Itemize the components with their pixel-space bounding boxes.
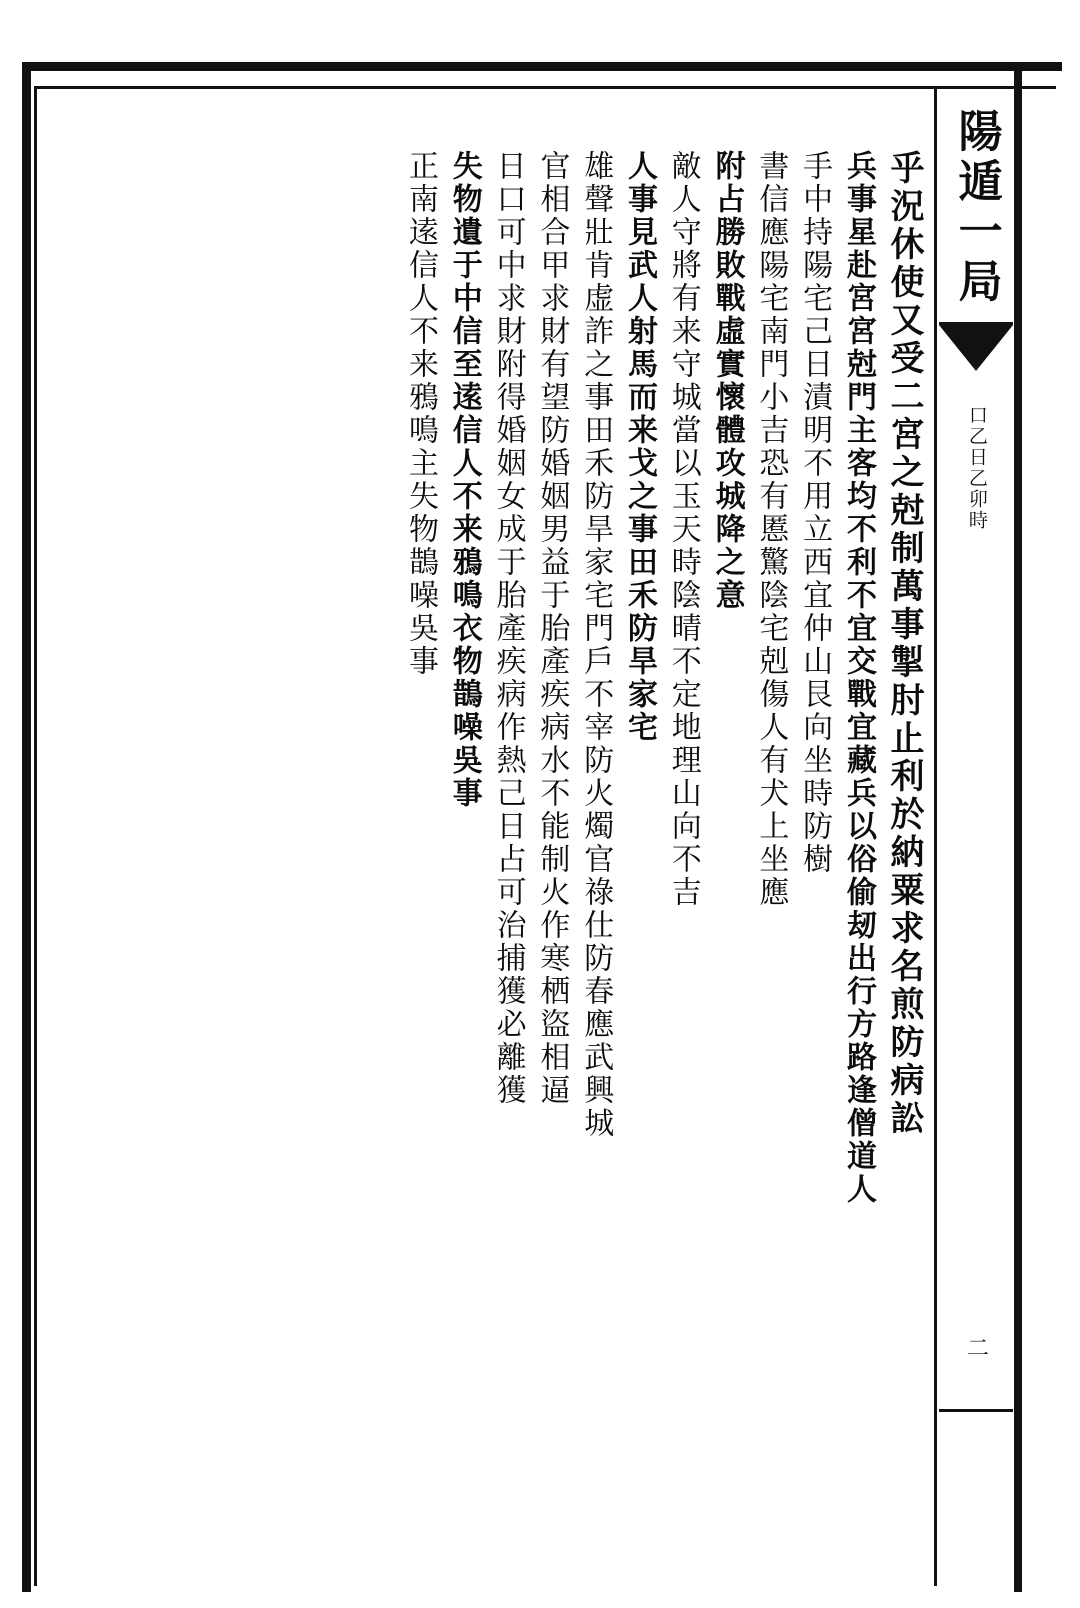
text-column-9: 官相合甲求財有望防婚姻男益于胎產疾病水不能制火作寒栖盜相逼: [534, 150, 570, 1107]
text-column-1: 乎況休使又受二宮之尅制萬事掣肘止利於納粟求名煎防病訟: [884, 150, 924, 1138]
text-column-11: 失物遺于中信至逺信人不来鴉鳴衣物鵲噪吳事: [446, 150, 482, 810]
centerfold-rule-right: [1014, 62, 1022, 1592]
text-column-4: 書信應陽宅南門小吉恐有慝驚陰宅剋傷人有犬上坐應: [753, 150, 789, 909]
text-column-7: 人事見武人射馬而来戈之事田禾防旱家宅: [621, 150, 657, 744]
text-column-8: 雄聲壯肯虚詐之事田禾防旱家宅門戶不宰防火燭官祿仕防春應武興城: [578, 150, 614, 1140]
banxin-subtitle: 口乙日乙卯時: [965, 405, 988, 531]
text-column-6: 敵人守將有来守城當以玉天時陰晴不定地理山向不吉: [665, 150, 701, 909]
text-column-3: 手中持陽宅己日漬明不用立西宜仲山艮向坐時防樹: [797, 150, 833, 876]
fishtail-icon: [939, 325, 1013, 371]
banxin-bottom-divider: [939, 1409, 1013, 1412]
text-body: [44, 150, 928, 1550]
banxin-column: [938, 90, 1014, 1582]
centerfold-rule-left: [934, 86, 937, 1586]
banxin-title: 陽遁一局: [950, 108, 1002, 308]
text-column-10: 日口可中求財附得婚姻女成于胎產疾病作熱己日占可治捕獲必離獲: [490, 150, 526, 1107]
text-column-5: 附占勝敗戰虛實懷體攻城降之意: [709, 150, 745, 612]
text-column-2: 兵事星赴宮宮尅門主客均不利不宜交戰宜藏兵以俗偷刼出行方路逢僧道人: [840, 150, 876, 1206]
page-number: 二: [963, 1336, 989, 1358]
text-column-12: 正南逺信人不来鴉鳴主失物鵲噪吳事: [403, 150, 438, 678]
